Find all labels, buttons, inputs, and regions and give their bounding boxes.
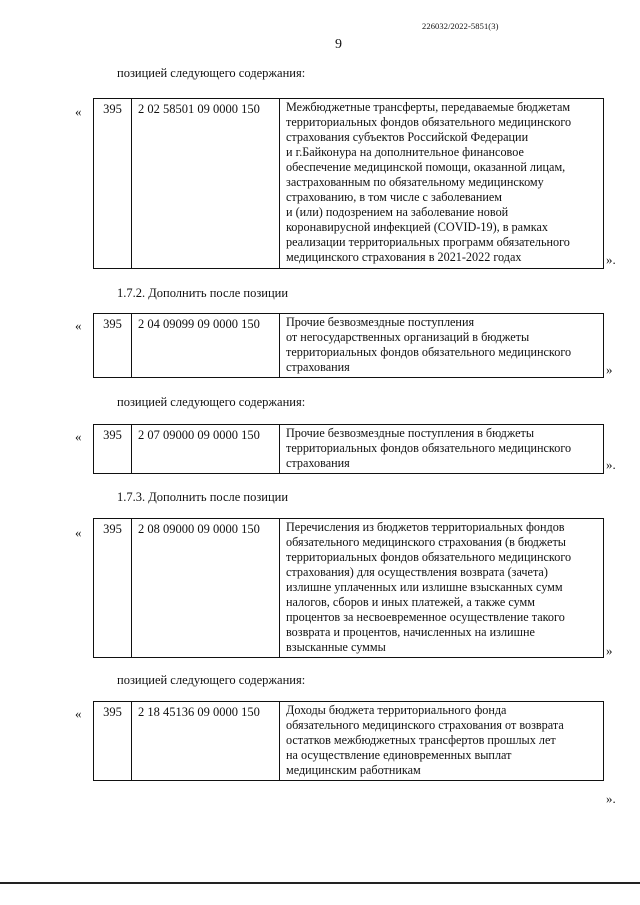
budget-code-cell: 2 02 58501 09 0000 150	[132, 99, 280, 268]
budget-code-cell: 2 18 45136 09 0000 150	[132, 702, 280, 780]
quote-close: »	[606, 643, 613, 658]
description-line: застрахованным по обязательному медицинскому	[286, 175, 544, 189]
description-line: Прочие безвозмездные поступления в бюджеты	[286, 426, 535, 440]
description-line: на осуществление единовременных выплат	[286, 748, 512, 762]
quote-open: «	[75, 525, 82, 540]
description-line: остатков межбюджетных трансфертов прошлых лет	[286, 733, 556, 747]
quote-open: «	[75, 104, 82, 119]
description-cell	[280, 519, 603, 657]
quote-close: ».	[606, 791, 616, 806]
description-cell	[280, 314, 603, 377]
description-line: территориальных фондов обязательного медицинского	[286, 115, 572, 129]
description-line: Доходы бюджета территориального фонда	[286, 703, 507, 717]
description-line: территориальных фондов обязательного медицинского	[286, 550, 572, 564]
description-cell	[280, 425, 603, 473]
description-line: коронавирусной инфекцией (COVID-19), в рамках	[286, 220, 549, 234]
description-line: территориальных фондов обязательного медицинского	[286, 441, 572, 455]
paragraph-intro-2: позицией следующего содержания:	[117, 395, 306, 409]
quote-close: ».	[606, 457, 616, 472]
table-row	[93, 313, 604, 378]
table-row	[93, 518, 604, 658]
description-line: налогов, сборов и иных платежей, а также сумм	[286, 595, 535, 609]
description-line: излишне уплаченных или излишне взысканных сумм	[286, 580, 563, 594]
row-number-cell: 395	[94, 519, 132, 657]
quote-open: «	[75, 429, 82, 444]
row-number-cell: 395	[94, 99, 132, 268]
description-line: взысканные суммы	[286, 640, 386, 654]
page-number: 9	[335, 37, 342, 52]
budget-code-cell: 2 04 09099 09 0000 150	[132, 314, 280, 377]
quote-close: »	[606, 362, 613, 377]
scan-bottom-edge	[0, 882, 640, 884]
table-row	[93, 701, 604, 781]
description-line: обеспечение медицинской помощи, оказанной лицам,	[286, 160, 566, 174]
description-line: обязательного медицинского страхования (в бюджеты	[286, 535, 566, 549]
description-line: процентов за несвоевременное осуществление такого	[286, 610, 565, 624]
quote-open: «	[75, 318, 82, 333]
description-line: Прочие безвозмездные поступления	[286, 315, 475, 329]
budget-code-cell: 2 08 09000 09 0000 150	[132, 519, 280, 657]
description-line: и (или) подозрением на заболевание новой	[286, 205, 509, 219]
row-number-cell: 395	[94, 314, 132, 377]
quote-close: ».	[606, 252, 616, 267]
paragraph-1-7-2: 1.7.2. Дополнить после позиции	[117, 286, 289, 300]
description-line: и г.Байконура на дополнительное финансовое	[286, 145, 524, 159]
description-line: Перечисления из бюджетов территориальных фондов	[286, 520, 565, 534]
description-line: от негосударственных организаций в бюджеты	[286, 330, 530, 344]
document-id: 226032/2022-5851(3)	[422, 21, 499, 31]
description-line: страхования субъектов Российской Федерации	[286, 130, 529, 144]
description-line: страхования	[286, 360, 350, 374]
quote-open: «	[75, 706, 82, 721]
description-line: медицинского страхования в 2021-2022 годах	[286, 250, 522, 264]
table-row	[93, 424, 604, 474]
description-line: территориальных фондов обязательного медицинского	[286, 345, 572, 359]
row-number-cell: 395	[94, 425, 132, 473]
description-cell	[280, 99, 603, 268]
description-line: медицинским работникам	[286, 763, 421, 777]
description-line: обязательного медицинского страхования от возврата	[286, 718, 564, 732]
description-line: возврата и процентов, начисленных на излишне	[286, 625, 535, 639]
description-line: Межбюджетные трансферты, передаваемые бюджетам	[286, 100, 571, 114]
paragraph-intro-3: позицией следующего содержания:	[117, 673, 306, 687]
description-cell	[280, 702, 603, 780]
description-line: страхования	[286, 456, 350, 470]
paragraph-intro-1: позицией следующего содержания:	[117, 66, 306, 80]
description-line: страхования) для осуществления возврата (зачета)	[286, 565, 548, 579]
description-line: страхованию, в том числе с заболеванием	[286, 190, 503, 204]
table-row	[93, 98, 604, 269]
paragraph-1-7-3: 1.7.3. Дополнить после позиции	[117, 490, 289, 504]
description-line: реализации территориальных программ обязательного	[286, 235, 570, 249]
row-number-cell: 395	[94, 702, 132, 780]
budget-code-cell: 2 07 09000 09 0000 150	[132, 425, 280, 473]
